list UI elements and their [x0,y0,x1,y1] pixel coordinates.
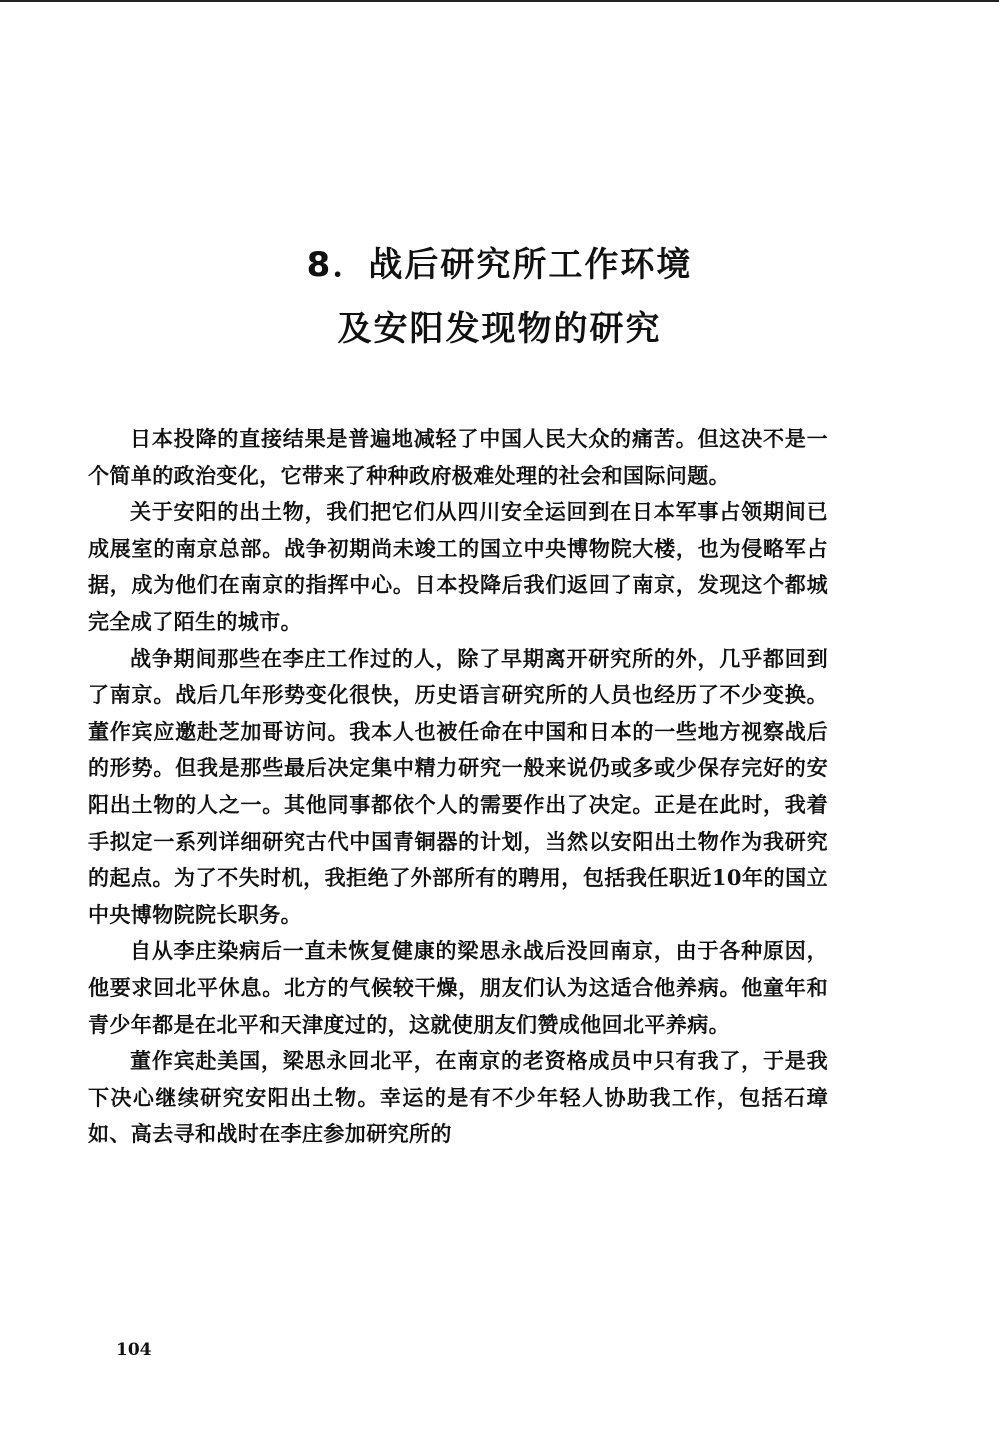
body-text [88,421,828,1153]
page-top-border [0,0,999,2]
paragraph-2: 关于安阳的出土物，我们把它们从四川安全运回到在日本军事占领期间已成展室的南京总部。战争初期尚未竣工的国立中央博物院大楼，也为侵略军占据，成为他们在南京的指挥中心。日本投降后我们返回了南京，发现这个都城完全成了陌生的城市。 [88,499,828,634]
paragraph-3: 战争期间那些在李庄工作过的人，除了早期离开研究所的外，几乎都回到了南京。战后几年形势变化很快，历史语言研究所的人员也经历了不少变换。董作宾应邀赴芝加哥访问。我本人也被任命在中国和日本的一些地方视察战后的形势。但我是那些最后决定集中精力研究一般来说仍或多或少保存完好的安阳出土物的人之一。其他同事都依个人的需要作出了决定。正是在此时，我着手拟定一系列详细研究古代中国青铜器的计划，当然以安阳出土物作为我研究的起点。为了不失时机，我拒绝了外部所有的聘用，包括我任职近10年的国立中央博物院院长职务。 [88,645,828,927]
chapter-title-line-2: 及安阳发现物的研究 [337,309,662,349]
paragraph-1: 日本投降的直接结果是普遍地减轻了中国人民大众的痛苦。但这决不是一个简单的政治变化，它带来了种种政府极难处理的社会和国际问题。 [88,426,828,488]
paragraph-5: 董作宾赴美国，梁思永回北平，在南京的老资格成员中只有我了，于是我下决心继续研究安阳出土物。幸运的是有不少年轻人协助我工作，包括石璋如、高去寻和战时在李庄参加研究所的 [88,1048,828,1147]
chapter-title-line-1: 8．战后研究所工作环境 [306,245,693,285]
page-number: 104 [116,1340,152,1360]
paragraph-4: 自从李庄染病后一直未恢复健康的梁思永战后没回南京，由于各种原因，他要求回北平休息。北方的气候较干燥，朋友们认为这适合他养病。他童年和青少年都是在北平和天津度过的，这就使朋友们赞成他回北平养病。 [88,938,828,1037]
